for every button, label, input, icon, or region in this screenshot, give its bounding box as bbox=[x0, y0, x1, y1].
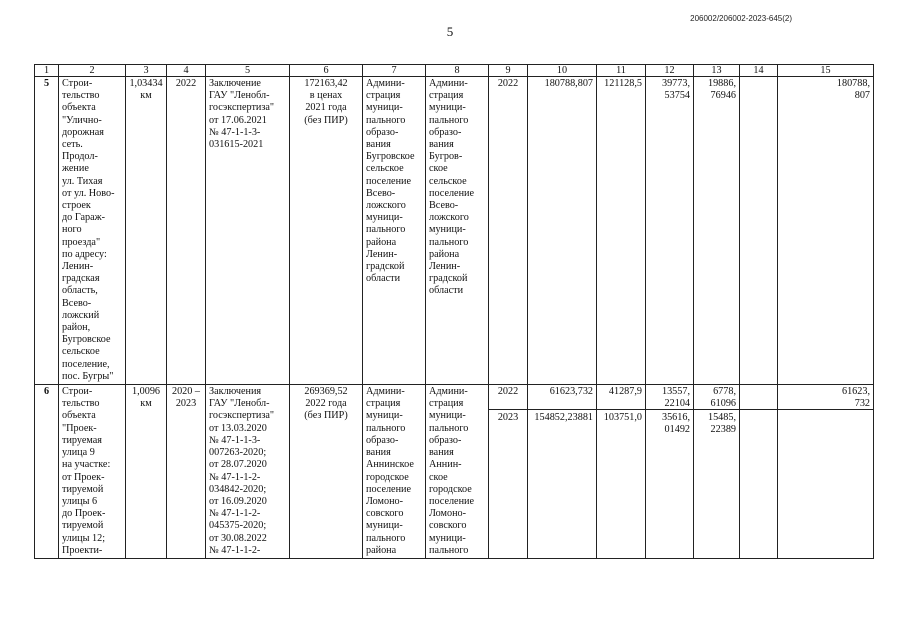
text-line: ГАУ "Ленобл- bbox=[209, 398, 270, 410]
year-cell: 2022 bbox=[489, 77, 528, 385]
object-name bbox=[59, 77, 126, 385]
text-line: Админи- bbox=[429, 386, 468, 398]
amount-local-2023 bbox=[694, 410, 739, 437]
row-number: 5 bbox=[35, 77, 59, 385]
text-line: вания bbox=[366, 447, 391, 459]
text-line: Заключение bbox=[209, 78, 261, 89]
text-line: улицы 12; bbox=[62, 532, 106, 544]
length-cell bbox=[126, 385, 167, 559]
text-line: 045375-2020; bbox=[209, 520, 267, 532]
text-line: (без ПИР) bbox=[304, 114, 348, 126]
year-2023: 2023 bbox=[497, 412, 519, 424]
length-cell bbox=[126, 77, 167, 385]
object-name bbox=[59, 385, 126, 559]
text-line: пального bbox=[366, 532, 406, 544]
text-line: Продол- bbox=[62, 151, 98, 163]
expertise-cell bbox=[206, 385, 290, 559]
text-line: 22104 bbox=[664, 398, 690, 410]
text-line: пального bbox=[429, 114, 469, 126]
text-line: жение bbox=[62, 163, 89, 175]
text-line: 1,0096 bbox=[131, 386, 160, 398]
page-number: 5 bbox=[446, 24, 454, 39]
text-line: ложский bbox=[62, 309, 100, 321]
data-table bbox=[34, 64, 874, 559]
text-line: № 47-1-1-3- bbox=[209, 126, 261, 138]
text-line: поселение bbox=[429, 187, 474, 199]
text-line: муници- bbox=[429, 224, 466, 236]
text-line: 172163,42 bbox=[304, 78, 348, 89]
text-line: совского bbox=[366, 508, 404, 520]
text-line: Ломоно- bbox=[366, 495, 404, 507]
column-number: 6 bbox=[290, 65, 363, 77]
column-number: 5 bbox=[206, 65, 290, 77]
text-line: градской bbox=[429, 273, 468, 285]
column-number: 11 bbox=[597, 65, 646, 77]
amount-regional bbox=[646, 385, 694, 559]
text-line: тируемой bbox=[62, 483, 104, 495]
text-line: Заключения bbox=[209, 386, 262, 398]
text-line: Админи- bbox=[429, 78, 468, 89]
text-line: № 47-1-1-2- bbox=[209, 508, 261, 520]
text-line: страция bbox=[366, 90, 401, 102]
owner-cell bbox=[426, 77, 489, 385]
column-number: 7 bbox=[363, 65, 426, 77]
text-line: 19886, bbox=[707, 78, 736, 89]
text-line: страция bbox=[366, 398, 401, 410]
text-line: вания bbox=[366, 139, 391, 151]
text-line: 2022 года bbox=[305, 398, 347, 410]
text-line: 6778, bbox=[713, 386, 736, 398]
text-line: объекта bbox=[62, 410, 96, 422]
text-line: 35616, bbox=[661, 412, 690, 424]
text-line: Ломоно- bbox=[429, 508, 467, 520]
amount-other bbox=[740, 385, 778, 559]
text-line: тируемая bbox=[62, 434, 102, 446]
text-line: Аннин- bbox=[429, 459, 462, 471]
amount-other-2023 bbox=[740, 410, 777, 413]
text-line: сельское bbox=[366, 163, 404, 175]
text-line: ложского bbox=[429, 212, 469, 224]
amount-final-2022 bbox=[778, 385, 873, 410]
text-line: проезда" bbox=[62, 236, 101, 248]
document-number: 206002/206002-2023-645(2) bbox=[690, 14, 792, 23]
column-number: 4 bbox=[167, 65, 206, 77]
cost-cell bbox=[290, 385, 363, 559]
text-line: образо- bbox=[366, 434, 399, 446]
text-line: "Проек- bbox=[62, 422, 97, 434]
text-line: поселение bbox=[366, 175, 411, 187]
text-line: от 28.07.2020 bbox=[209, 459, 267, 471]
text-line: 53754 bbox=[664, 90, 690, 102]
column-number: 8 bbox=[426, 65, 489, 77]
text-line: области bbox=[366, 273, 401, 285]
text-line: поселение, bbox=[62, 358, 110, 370]
column-number-row bbox=[35, 65, 874, 77]
column-number: 12 bbox=[646, 65, 694, 77]
text-line: пального bbox=[366, 422, 406, 434]
text-line: 61623, bbox=[841, 386, 870, 398]
text-line: 2023 bbox=[175, 398, 197, 410]
text-line: строек bbox=[62, 200, 91, 212]
column-number: 10 bbox=[528, 65, 597, 77]
text-line: муници- bbox=[429, 410, 466, 422]
text-line: Строи- bbox=[62, 386, 93, 398]
text-line: от 17.06.2021 bbox=[209, 114, 267, 126]
text-line: на участке: bbox=[62, 459, 111, 471]
text-line: градской bbox=[366, 261, 405, 273]
text-line: пального bbox=[429, 422, 469, 434]
column-number: 15 bbox=[778, 65, 874, 77]
text-line: ного bbox=[62, 224, 82, 236]
text-line: 1,03434 bbox=[129, 78, 163, 89]
column-number: 1 bbox=[35, 65, 59, 77]
amount-other-2022 bbox=[740, 385, 777, 410]
text-line: муници- bbox=[366, 410, 403, 422]
column-number: 14 bbox=[740, 65, 778, 77]
text-line: Админи- bbox=[366, 386, 405, 398]
text-line: 180788, bbox=[836, 78, 870, 89]
text-line: район, bbox=[62, 322, 91, 334]
text-line: Всево- bbox=[366, 187, 396, 199]
text-line: от Проек- bbox=[62, 471, 105, 483]
amount-local bbox=[694, 385, 740, 559]
text-line: городское bbox=[366, 471, 409, 483]
text-line: 2021 года bbox=[305, 102, 347, 114]
year-cell bbox=[489, 385, 528, 559]
text-line: госэкспертиза" bbox=[209, 410, 275, 422]
text-line: область, bbox=[62, 285, 98, 297]
amount-federal-2023: 103751,0 bbox=[603, 412, 642, 424]
text-line: 61096 bbox=[710, 398, 736, 410]
amount-local-2022 bbox=[694, 385, 739, 410]
text-line: муници- bbox=[366, 212, 403, 224]
amount-total-2022: 61623,732 bbox=[528, 385, 596, 410]
text-line: км bbox=[140, 398, 152, 410]
text-line: по адресу: bbox=[62, 248, 107, 260]
text-line: 269369,52 bbox=[304, 386, 348, 398]
text-line: пального bbox=[366, 224, 406, 236]
amount-total bbox=[528, 385, 597, 559]
text-line: ложского bbox=[366, 200, 406, 212]
text-line: тируемой bbox=[62, 520, 104, 532]
text-line: вания bbox=[429, 447, 454, 459]
text-line: 807 bbox=[854, 90, 870, 102]
text-line: района bbox=[429, 248, 460, 260]
text-line: "Улично- bbox=[62, 114, 102, 126]
text-line: Строи- bbox=[62, 78, 93, 89]
text-line: Админи- bbox=[366, 78, 405, 89]
amount-federal: 121128,5 bbox=[597, 77, 646, 385]
text-line: объекта bbox=[62, 102, 96, 114]
text-line: № 47-1-1-2- bbox=[209, 471, 261, 483]
text-line: от 30.08.2022 bbox=[209, 532, 267, 544]
table-row bbox=[35, 77, 874, 385]
text-line: градская bbox=[62, 273, 100, 285]
text-line: 13557, bbox=[661, 386, 690, 398]
text-line: до Гараж- bbox=[62, 212, 106, 224]
amount-federal bbox=[597, 385, 646, 559]
text-line: страция bbox=[429, 90, 464, 102]
text-line: 01492 bbox=[664, 424, 690, 436]
text-line: ГАУ "Ленобл- bbox=[209, 90, 270, 102]
amount-final bbox=[778, 77, 874, 385]
text-line: тельство bbox=[62, 398, 100, 410]
amount-total: 180788,807 bbox=[528, 77, 597, 385]
text-line: от 13.03.2020 bbox=[209, 422, 267, 434]
text-line: сеть. bbox=[62, 139, 83, 151]
text-line: 76946 bbox=[710, 90, 736, 102]
text-line: в ценах bbox=[309, 90, 343, 102]
text-line: 2022 bbox=[175, 78, 197, 89]
text-line: Бугровское bbox=[366, 151, 415, 163]
text-line: пос. Бугры" bbox=[62, 370, 114, 382]
text-line: 007263-2020; bbox=[209, 447, 267, 459]
row-number: 6 bbox=[35, 385, 59, 559]
text-line: пального bbox=[429, 236, 469, 248]
text-line: Аннинское bbox=[366, 459, 414, 471]
text-line: образо- bbox=[366, 126, 399, 138]
text-line: Всево- bbox=[429, 200, 459, 212]
amount-local bbox=[694, 77, 740, 385]
text-line: сельское bbox=[429, 175, 467, 187]
text-line: 031615-2021 bbox=[209, 139, 264, 151]
text-line: района bbox=[366, 236, 397, 248]
text-line: ул. Тихая bbox=[62, 175, 103, 187]
column-number: 9 bbox=[489, 65, 528, 77]
text-line: Бугровское bbox=[62, 334, 111, 346]
text-line: 22389 bbox=[710, 424, 736, 436]
text-line: 15485, bbox=[707, 412, 736, 424]
text-line: муници- bbox=[366, 102, 403, 114]
year-2022: 2022 bbox=[489, 385, 527, 410]
text-line: вания bbox=[429, 139, 454, 151]
text-line: образо- bbox=[429, 126, 462, 138]
text-line: от ул. Ново- bbox=[62, 187, 115, 199]
text-line: Всево- bbox=[62, 297, 92, 309]
text-line: Ленин- bbox=[62, 261, 94, 273]
amount-federal-2022: 41287,9 bbox=[597, 385, 645, 410]
years-cell bbox=[167, 385, 206, 559]
text-line: совского bbox=[429, 520, 467, 532]
text-line: улица 9 bbox=[62, 447, 95, 459]
amount-final bbox=[778, 385, 874, 559]
text-line: сельское bbox=[62, 346, 100, 358]
amount-other bbox=[740, 77, 778, 385]
text-line: № 47-1-1-2- bbox=[209, 544, 261, 556]
amount-regional-2022 bbox=[646, 385, 693, 410]
text-line: пального bbox=[429, 544, 469, 556]
column-number: 3 bbox=[126, 65, 167, 77]
text-line: образо- bbox=[429, 434, 462, 446]
text-line: № 47-1-1-3- bbox=[209, 434, 261, 446]
text-line: страция bbox=[429, 398, 464, 410]
text-line: 732 bbox=[854, 398, 870, 410]
text-line: Бугров- bbox=[429, 151, 463, 163]
text-line: района bbox=[366, 544, 397, 556]
text-line: дорожная bbox=[62, 126, 104, 138]
text-line: госэкспертиза" bbox=[209, 102, 275, 114]
amount-regional bbox=[646, 77, 694, 385]
text-line: городское bbox=[429, 483, 472, 495]
amount-total-2023: 154852,23881 bbox=[534, 412, 593, 424]
text-line: 034842-2020; bbox=[209, 483, 267, 495]
text-line: тельство bbox=[62, 90, 100, 102]
cost-cell bbox=[290, 77, 363, 385]
column-number: 13 bbox=[694, 65, 740, 77]
table-row bbox=[35, 385, 874, 559]
amount-regional-2023 bbox=[646, 410, 693, 437]
text-line: 39773, bbox=[661, 78, 690, 89]
text-line: муници- bbox=[429, 102, 466, 114]
customer-cell bbox=[363, 77, 426, 385]
text-line: области bbox=[429, 285, 464, 297]
text-line: 2020 – bbox=[171, 386, 200, 398]
column-number: 2 bbox=[59, 65, 126, 77]
text-line: Проекти- bbox=[62, 544, 103, 556]
text-line: ское bbox=[429, 471, 448, 483]
text-line: от 16.09.2020 bbox=[209, 495, 267, 507]
text-line: ское bbox=[429, 163, 448, 175]
text-line: до Проек- bbox=[62, 508, 106, 520]
text-line: муници- bbox=[366, 520, 403, 532]
text-line: поселение bbox=[366, 483, 411, 495]
expertise-cell bbox=[206, 77, 290, 385]
text-line: улицы 6 bbox=[62, 495, 98, 507]
owner-cell bbox=[426, 385, 489, 559]
text-line: Ленин- bbox=[366, 248, 398, 260]
text-line: пального bbox=[366, 114, 406, 126]
text-line: поселение bbox=[429, 495, 474, 507]
text-line: км bbox=[140, 90, 152, 102]
customer-cell bbox=[363, 385, 426, 559]
years-cell bbox=[167, 77, 206, 385]
text-line: муници- bbox=[429, 532, 466, 544]
text-line: Ленин- bbox=[429, 261, 461, 273]
amount-final-2023 bbox=[778, 410, 873, 413]
text-line: (без ПИР) bbox=[304, 410, 348, 422]
